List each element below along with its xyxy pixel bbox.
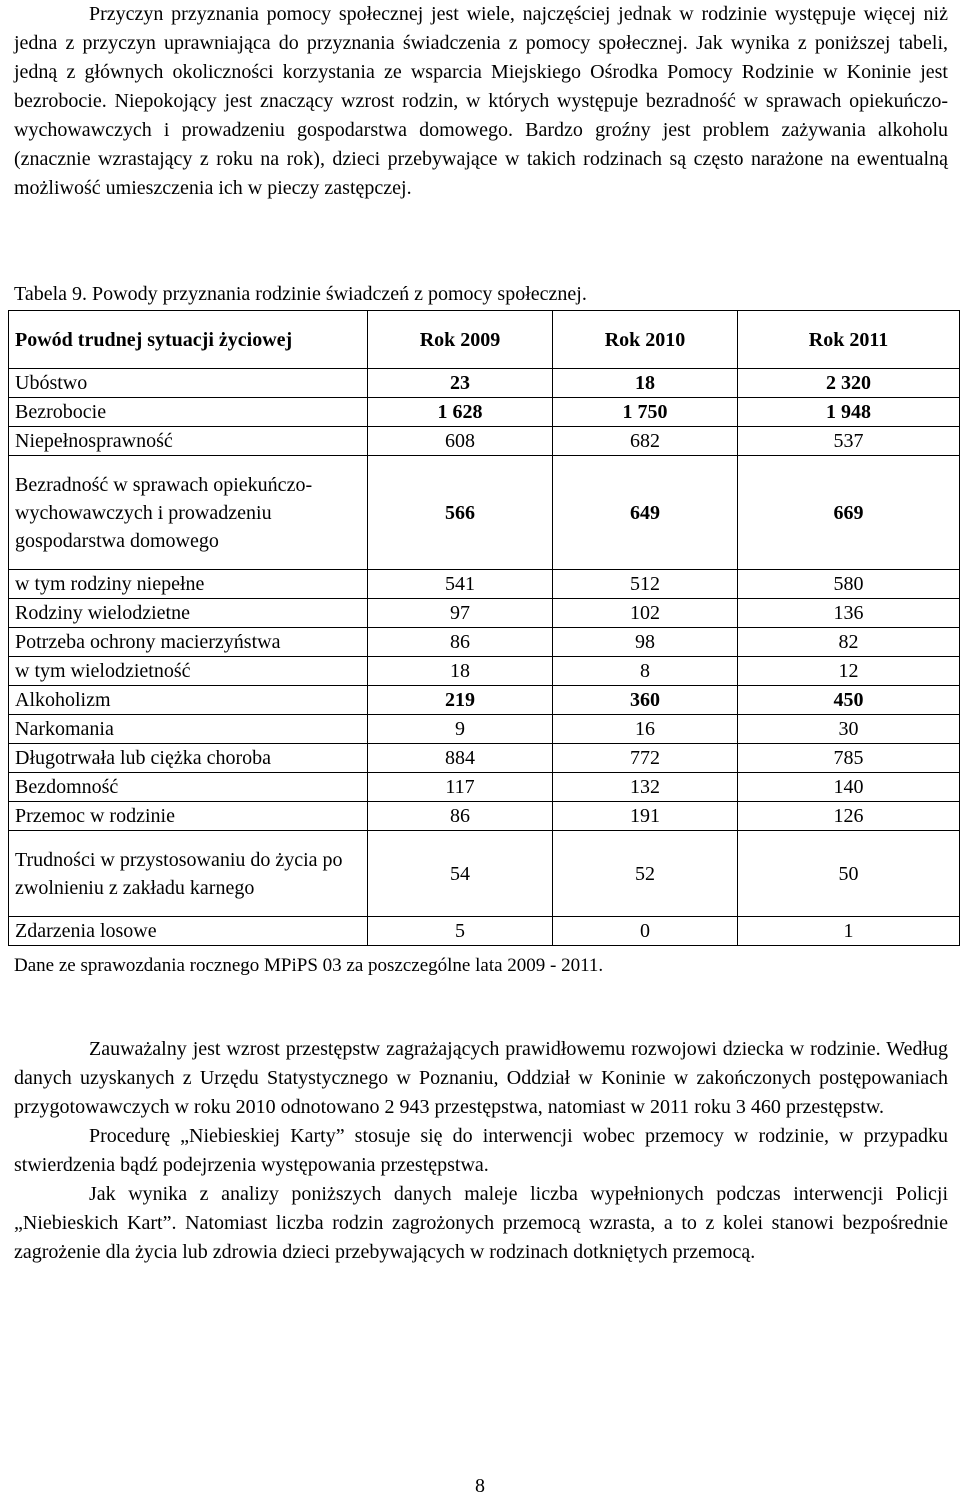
intro-paragraph: Przyczyn przyznania pomocy społecznej jest wiele, najczęściej jednak w rodzinie występuje więcej niż jedna z przyczyn uprawniająca do przyznania świadczenia z pomocy społecznej. Jak wynika z poniższej tabeli, jedną z głównych okoliczności korzystania ze wsparcia Miejskiego Ośrodka Pomocy Rodzinie w Koninie jest bezrobocie. Niepokojący jest znaczący wzrost rodzin, w których występuje bezradność w sprawach opiekuńczo-wychowawczych i prowadzeniu gospodarstwa domowego. Bardzo groźny jest problem zażywania alkoholu (znacznie wzrastający z roku na rok), dzieci przebywające w takich rodzinach są często narażone na ewentualną możliwość umieszczenia ich w pieczy zastępczej.	[14, 3, 948, 199]
cell-2010: 132	[553, 773, 738, 802]
cell-2011: 537	[738, 427, 960, 456]
table-row	[9, 427, 960, 456]
cell-2009: 9	[368, 715, 553, 744]
row-label: Alkoholizm	[9, 686, 368, 715]
page-number: 8	[475, 1475, 485, 1497]
cell-2009: 219	[368, 686, 553, 715]
cell-2009: 86	[368, 802, 553, 831]
cell-2011: 30	[738, 715, 960, 744]
table-row	[9, 456, 960, 570]
row-label: Bezrobocie	[9, 398, 368, 427]
table-row	[9, 715, 960, 744]
cell-2010: 98	[553, 628, 738, 657]
table-row	[9, 831, 960, 917]
cell-2011: 82	[738, 628, 960, 657]
cell-2010: 682	[553, 427, 738, 456]
row-label: Zdarzenia losowe	[9, 917, 368, 946]
table-row	[9, 802, 960, 831]
cell-2009: 18	[368, 657, 553, 686]
header-2011: Rok 2011	[738, 311, 960, 369]
body-text	[14, 1035, 948, 1267]
table-row	[9, 599, 960, 628]
table-row	[9, 917, 960, 946]
table-row	[9, 773, 960, 802]
row-label: w tym wielodzietność	[9, 657, 368, 686]
row-label: Ubóstwo	[9, 369, 368, 398]
cell-2011: 2 320	[738, 369, 960, 398]
cell-2010: 360	[553, 686, 738, 715]
cell-2010: 8	[553, 657, 738, 686]
cell-2011: 450	[738, 686, 960, 715]
cell-2010: 512	[553, 570, 738, 599]
row-label: w tym rodziny niepełne	[9, 570, 368, 599]
table-row	[9, 628, 960, 657]
cell-2010: 52	[553, 831, 738, 917]
table-header-row	[9, 311, 960, 369]
cell-2011: 50	[738, 831, 960, 917]
cell-2011: 140	[738, 773, 960, 802]
paragraph: Zauważalny jest wzrost przestępstw zagrażających prawidłowemu rozwojowi dziecka w rodzinie. Według danych uzyskanych z Urzędu Statystycznego w Poznaniu, Oddział w Koninie w zakończonych postępowaniach przygotowawczych w roku 2010 odnotowano 2 943 przestępstwa, natomiast w 2011 roku 3 460 przestępstw.	[14, 1038, 948, 1118]
row-label: Bezradność w sprawach opiekuńczo-wychowawczych i prowadzeniu gospodarstwa domowego	[9, 456, 368, 570]
header-2010: Rok 2010	[553, 311, 738, 369]
row-label: Potrzeba ochrony macierzyństwa	[9, 628, 368, 657]
cell-2009: 1 628	[368, 398, 553, 427]
cell-2010: 191	[553, 802, 738, 831]
table-caption: Tabela 9. Powody przyznania rodzinie świadczeń z pomocy społecznej.	[14, 283, 587, 305]
cell-2010: 772	[553, 744, 738, 773]
cell-2009: 541	[368, 570, 553, 599]
table-row	[9, 686, 960, 715]
table-row	[9, 398, 960, 427]
header-2009: Rok 2009	[368, 311, 553, 369]
cell-2009: 54	[368, 831, 553, 917]
source-note: Dane ze sprawozdania rocznego MPiPS 03 za poszczególne lata 2009 - 2011.	[14, 955, 604, 976]
paragraph: Procedurę „Niebieskiej Karty” stosuje się do interwencji wobec przemocy w rodzinie, w przypadku stwierdzenia bądź podejrzenia występowania przestępstwa.	[14, 1125, 948, 1176]
row-label: Rodziny wielodzietne	[9, 599, 368, 628]
row-label: Trudności w przystosowaniu do życia po zwolnieniu z zakładu karnego	[9, 831, 368, 917]
cell-2010: 102	[553, 599, 738, 628]
cell-2011: 126	[738, 802, 960, 831]
cell-2010: 18	[553, 369, 738, 398]
cell-2011: 669	[738, 456, 960, 570]
cell-2009: 5	[368, 917, 553, 946]
paragraph: Jak wynika z analizy poniższych danych maleje liczba wypełnionych podczas interwencji Policji „Niebieskich Kart”. Natomiast liczba rodzin zagrożonych przemocą wzrasta, a to z kolei stanowi bezpośrednie zagrożenie dla życia lub zdrowia dzieci przebywających w rodzinach dotkniętych przemocą.	[14, 1183, 948, 1263]
cell-2009: 608	[368, 427, 553, 456]
cell-2009: 566	[368, 456, 553, 570]
table-row	[9, 369, 960, 398]
cell-2009: 23	[368, 369, 553, 398]
table-row	[9, 657, 960, 686]
row-label: Długotrwała lub ciężka choroba	[9, 744, 368, 773]
cell-2011: 1 948	[738, 398, 960, 427]
cell-2010: 0	[553, 917, 738, 946]
cell-2010: 649	[553, 456, 738, 570]
row-label: Narkomania	[9, 715, 368, 744]
cell-2009: 97	[368, 599, 553, 628]
cell-2009: 117	[368, 773, 553, 802]
cell-2011: 136	[738, 599, 960, 628]
cell-2010: 1 750	[553, 398, 738, 427]
row-label: Niepełnosprawność	[9, 427, 368, 456]
cell-2010: 16	[553, 715, 738, 744]
header-reason: Powód trudnej sytuacji życiowej	[9, 311, 368, 369]
cell-2009: 86	[368, 628, 553, 657]
cell-2011: 1	[738, 917, 960, 946]
cell-2011: 12	[738, 657, 960, 686]
row-label: Przemoc w rodzinie	[9, 802, 368, 831]
reasons-table	[8, 310, 960, 946]
row-label: Bezdomność	[9, 773, 368, 802]
cell-2011: 785	[738, 744, 960, 773]
table-row	[9, 744, 960, 773]
cell-2011: 580	[738, 570, 960, 599]
table-row	[9, 570, 960, 599]
cell-2009: 884	[368, 744, 553, 773]
